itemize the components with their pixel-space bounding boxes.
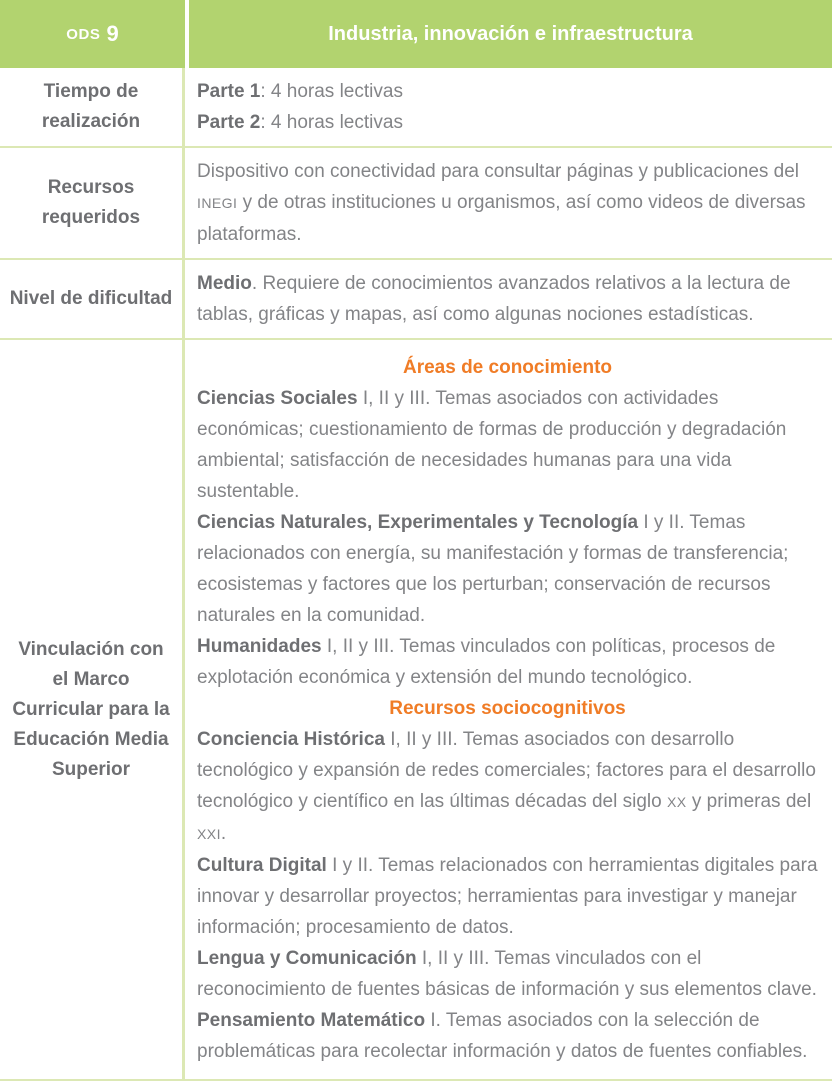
row-label-recursos: Recursos requeridos (0, 148, 185, 258)
tiempo-parte-2-rest: : 4 horas lectivas (260, 112, 403, 133)
table-header-row (0, 0, 832, 68)
tiempo-parte-1-bold: Parte 1 (197, 81, 261, 102)
recurso-conciencia-historica-bold: Conciencia Histórica (197, 729, 385, 750)
recursos-content (185, 148, 832, 258)
recurso-conciencia-historica (197, 724, 818, 850)
recurso-pensamiento-matematico-rest: I. Temas asociados con la selección de problemáticas para recolectar información y datos de fuentes confiables. (197, 1010, 808, 1062)
recurso-pensamiento-matematico-bold: Pensamiento Matemático (197, 1010, 426, 1031)
recursos-paragraph (197, 156, 818, 250)
area-ciencias-sociales-bold: Ciencias Sociales (197, 388, 358, 409)
ods-number-cell (0, 0, 185, 68)
tiempo-parte-2-bold: Parte 2 (197, 112, 261, 133)
area-ciencias-naturales-bold: Ciencias Naturales, Experimentales y Tecnología (197, 512, 639, 533)
ods-title: Industria, innovación e infraestructura (328, 22, 693, 45)
row-label-vinculacion: Vinculación con el Marco Curricular para la Educación Media Superior (0, 340, 185, 1079)
recurso-cultura-digital-bold: Cultura Digital (197, 855, 327, 876)
recurso-pensamiento-matematico (197, 1005, 818, 1067)
area-ciencias-naturales-rest: I y II. Temas relacionados con energía, su manifestación y formas de transferencia; ecosistemas y factores que los perturban; conservación de recursos naturales en la comunidad. (197, 512, 789, 626)
siglo-xx-smallcaps: XX (666, 794, 687, 810)
nivel-paragraph (197, 268, 818, 330)
recurso-lengua-comunicacion (197, 943, 818, 1005)
ods-label: ODS (66, 25, 101, 43)
area-ciencias-sociales-rest: I, II y III. Temas asociados con actividades económicas; cuestionamiento de formas de producción y degradación ambiental; satisfacción de necesidades humanas para una vida sustentable. (197, 388, 787, 502)
tiempo-parte-1-rest: : 4 horas lectivas (260, 81, 403, 102)
recursos-text-post: y de otras instituciones u organismos, así como videos de diversas plataformas. (197, 192, 806, 245)
area-ciencias-naturales (197, 507, 818, 631)
recursos-sociocognitivos-heading: Recursos sociocognitivos (389, 698, 626, 719)
recurso-conciencia-historica-t3: . (220, 823, 227, 844)
area-ciencias-sociales (197, 383, 818, 507)
vinculacion-content (185, 340, 832, 1079)
area-humanidades-rest: I, II y III. Temas vinculados con políticas, procesos de explotación económica y extensión del mundo tecnológico. (197, 636, 776, 688)
area-humanidades (197, 631, 818, 693)
ods-number: 9 (106, 21, 119, 46)
nivel-rest: . Requiere de conocimientos avanzados relativos a la lectura de tablas, gráficas y mapas, así como algunas nociones estadísticas. (197, 273, 791, 325)
recurso-conciencia-historica-t1: I, II y III. Temas asociados con desarrollo tecnológico y expansión de redes comerciales; factores para el desarrollo tecnológico y científico en las últimas décadas del siglo (197, 729, 816, 812)
nivel-content (185, 260, 832, 338)
recurso-cultura-digital-rest: I y II. Temas relacionados con herramientas digitales para innovar y desarrollar proyectos; herramientas para investigar y manejar información; procesamiento de datos. (197, 855, 818, 938)
row-nivel-dificultad (0, 260, 832, 340)
area-humanidades-bold: Humanidades (197, 636, 322, 657)
recurso-cultura-digital (197, 850, 818, 943)
row-tiempo-realizacion (0, 68, 832, 148)
tiempo-content (185, 68, 832, 146)
recurso-lengua-comunicacion-bold: Lengua y Comunicación (197, 948, 417, 969)
ods-title-cell (189, 0, 832, 68)
row-label-tiempo: Tiempo de realización (0, 68, 185, 146)
recursos-inegi-smallcaps: INEGI (197, 195, 238, 211)
siglo-xxi-smallcaps: XXI (197, 826, 221, 842)
row-vinculacion-marco-curricular (0, 340, 832, 1081)
nivel-bold: Medio (197, 273, 252, 294)
row-label-nivel: Nivel de dificultad (0, 260, 185, 338)
recurso-conciencia-historica-t2: y primeras del (686, 791, 812, 812)
tiempo-parte-1 (197, 76, 818, 107)
recursos-text-pre: Dispositivo con conectividad para consultar páginas y publicaciones del (197, 161, 800, 182)
tiempo-parte-2 (197, 107, 818, 138)
areas-conocimiento-heading: Áreas de conocimiento (402, 357, 613, 378)
row-recursos-requeridos (0, 148, 832, 260)
recurso-lengua-comunicacion-rest: I, II y III. Temas vinculados con el reconocimiento de fuentes básicas de información y sus elementos clave. (197, 948, 817, 1000)
